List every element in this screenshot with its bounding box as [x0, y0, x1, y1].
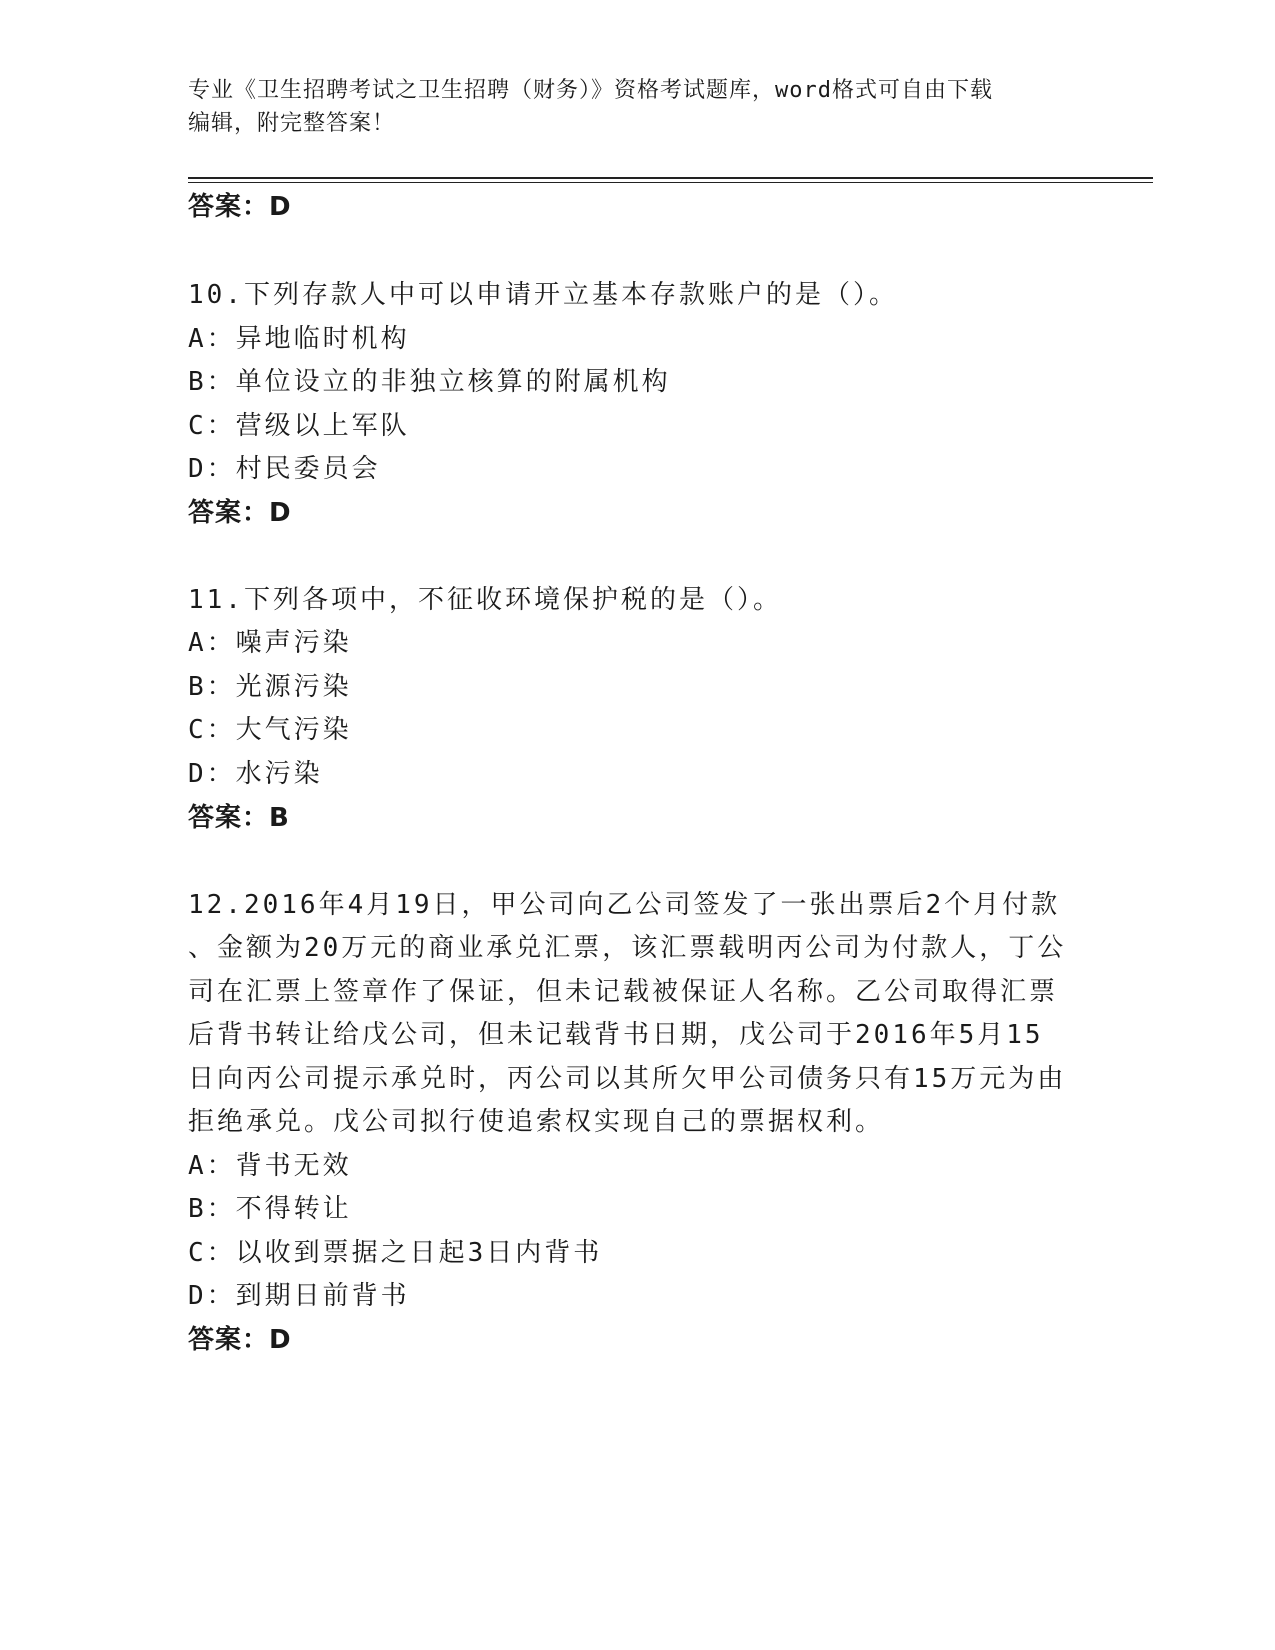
header-line-2: 编辑，附完整答案！	[188, 111, 396, 136]
answer-label: 答案：D	[188, 192, 292, 222]
option-d: D：水污染	[188, 759, 323, 789]
option-c: C：营级以上军队	[188, 411, 410, 441]
question-stem-line: 拒绝承兑。戊公司拟行使追索权实现自己的票据权利。	[188, 1107, 885, 1137]
option-d: D：村民委员会	[188, 454, 381, 484]
question-stem: 10.下列存款人中可以申请开立基本存款账户的是（）。	[188, 280, 898, 310]
question-stem-line: 日向丙公司提示承兑时，丙公司以其所欠甲公司债务只有15万元为由	[188, 1064, 1067, 1094]
option-a: A：噪声污染	[188, 628, 352, 658]
option-a: A：背书无效	[188, 1151, 352, 1181]
document-header	[188, 74, 1088, 140]
option-d: D：到期日前背书	[188, 1281, 410, 1311]
answer-label: 答案：D	[188, 498, 292, 528]
question-stem-line: 司在汇票上签章作了保证，但未记载被保证人名称。乙公司取得汇票	[188, 977, 1059, 1007]
answer-label: 答案：D	[188, 1325, 292, 1355]
question-stem-line: 、金额为20万元的商业承兑汇票，该汇票载明丙公司为付款人，丁公	[188, 933, 1067, 963]
option-b: B：光源污染	[188, 672, 352, 702]
option-a: A：异地临时机构	[188, 324, 410, 354]
option-c: C：以收到票据之日起3日内背书	[188, 1238, 603, 1268]
answer-label: 答案：B	[188, 803, 290, 833]
option-b: B：单位设立的非独立核算的附属机构	[188, 367, 671, 397]
header-divider-thin	[188, 182, 1153, 183]
question-stem-line: 12.2016年4月19日，甲公司向乙公司签发了一张出票后2个月付款	[188, 890, 1061, 920]
option-b: B：不得转让	[188, 1194, 352, 1224]
header-divider-thick	[188, 177, 1153, 179]
header-line-1: 专业《卫生招聘考试之卫生招聘（财务）》资格考试题库，word格式可自由下载	[188, 78, 993, 103]
question-stem-line: 后背书转让给戊公司，但未记载背书日期，戊公司于2016年5月15	[188, 1020, 1044, 1050]
option-c: C：大气污染	[188, 715, 352, 745]
question-stem: 11.下列各项中，不征收环境保护税的是（）。	[188, 585, 782, 615]
